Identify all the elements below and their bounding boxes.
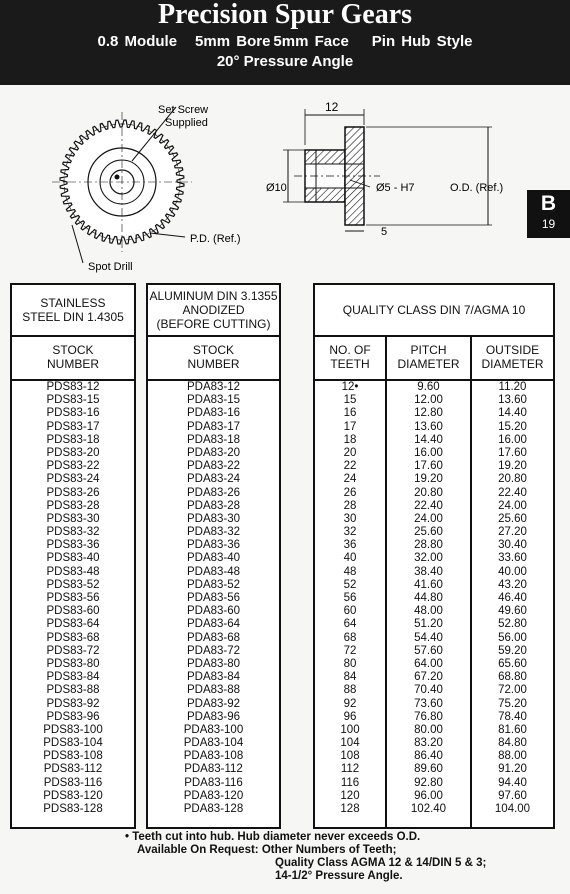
aluminum-stock-number: PDA83-64 bbox=[186, 618, 241, 631]
page-number: 19 bbox=[541, 217, 556, 231]
pitch-diameter: 92.80 bbox=[414, 776, 443, 789]
outside-diameter-header: OUTSIDE DIAMETER bbox=[481, 343, 544, 371]
teeth-count: 40 bbox=[343, 552, 357, 565]
module-spec: 0.8 Module bbox=[97, 33, 178, 50]
stainless-stock-number: PDS83-92 bbox=[46, 697, 100, 710]
hub-dia-dim: Ø10 bbox=[266, 182, 287, 194]
teeth-count: 100 bbox=[340, 723, 360, 736]
outside-diameter: 75.20 bbox=[498, 697, 527, 710]
aluminum-stock-number: PDA83-15 bbox=[186, 394, 241, 407]
outside-diameter: 52.80 bbox=[498, 618, 527, 631]
teeth-count: 92 bbox=[343, 697, 357, 710]
outside-diameter: 65.60 bbox=[498, 657, 527, 670]
aluminum-stock-number: PDA83-84 bbox=[186, 671, 241, 684]
teeth-count: 104 bbox=[340, 737, 360, 750]
stock-number-header: STOCK NUMBER bbox=[187, 343, 240, 371]
pitch-diameter: 20.80 bbox=[414, 486, 443, 499]
stainless-stock-column bbox=[12, 381, 134, 816]
stainless-stock-number: PDS83-104 bbox=[43, 737, 103, 750]
stainless-panel bbox=[10, 283, 136, 829]
outside-diameter: 46.40 bbox=[498, 592, 527, 604]
outside-diameter: 20.80 bbox=[498, 473, 527, 486]
stainless-stock-number: PDS83-15 bbox=[46, 394, 100, 407]
pitch-diameter: 48.00 bbox=[414, 605, 443, 618]
pitch-diameter: 25.60 bbox=[414, 526, 443, 539]
aluminum-stock-number: PDA83-24 bbox=[186, 473, 241, 486]
outside-diameter: 11.20 bbox=[498, 381, 527, 393]
stainless-stock-number: PDS83-120 bbox=[43, 789, 103, 802]
teeth-count: 26 bbox=[343, 486, 357, 499]
pitch-diameter: 9.60 bbox=[417, 381, 440, 393]
outside-diameter: 16.00 bbox=[498, 433, 527, 446]
teeth-count: 120 bbox=[340, 789, 360, 802]
outside-diameter: 59.20 bbox=[498, 644, 527, 657]
aluminum-stock-number: PDA83-100 bbox=[183, 723, 244, 736]
pitch-diameter: 19.20 bbox=[414, 473, 443, 486]
bore-dim: Ø5 - H7 bbox=[376, 182, 415, 194]
pitch-diameter: 14.40 bbox=[414, 433, 443, 446]
hub-length-dim: 5 bbox=[381, 226, 388, 238]
section-tab bbox=[527, 190, 570, 238]
aluminum-stock-number: PDA83-60 bbox=[186, 605, 241, 618]
stainless-stock-number: PDS83-72 bbox=[46, 644, 100, 657]
pitch-diameter: 54.40 bbox=[414, 631, 443, 644]
stainless-stock-number: PDS83-16 bbox=[46, 407, 100, 420]
outside-diameter: 19.20 bbox=[498, 460, 527, 473]
outside-diameter: 43.20 bbox=[498, 578, 527, 591]
teeth-count: 80 bbox=[343, 657, 357, 670]
pitch-diameter: 102.40 bbox=[410, 803, 447, 815]
outside-diameter: 49.60 bbox=[498, 605, 527, 618]
teeth-count: 56 bbox=[343, 592, 357, 604]
pitch-diameter: 70.40 bbox=[414, 684, 443, 697]
bore-spec: 5mm Bore bbox=[195, 33, 271, 50]
gear-diagram bbox=[0, 85, 570, 275]
pitch-diameter: 86.40 bbox=[414, 750, 443, 763]
stainless-stock-number: PDS83-40 bbox=[46, 552, 100, 565]
outside-diameter: 40.00 bbox=[498, 565, 527, 578]
outside-diameter: 17.60 bbox=[498, 446, 527, 459]
teeth-count: 96 bbox=[343, 710, 357, 723]
teeth-count: 36 bbox=[343, 539, 357, 552]
aluminum-stock-number: PDA83-18 bbox=[186, 433, 241, 446]
teeth-count: 17 bbox=[343, 420, 357, 433]
stainless-stock-number: PDS83-30 bbox=[46, 512, 100, 525]
outside-diameter: 104.00 bbox=[494, 803, 531, 815]
outside-diameter: 81.60 bbox=[498, 723, 527, 736]
stainless-stock-number: PDS83-12 bbox=[46, 381, 100, 393]
od-label: O.D. (Ref.) bbox=[450, 182, 504, 194]
gear-front-view bbox=[52, 112, 192, 252]
teeth-count: 64 bbox=[343, 618, 357, 631]
pitch-diameter-header: PITCH DIAMETER bbox=[397, 343, 460, 371]
aluminum-stock-number: PDA83-128 bbox=[183, 803, 244, 815]
aluminum-header: ALUMINUM DIN 3.1355 ANODIZED (BEFORE CUTTING) bbox=[148, 285, 279, 337]
aluminum-stock-number: PDA83-88 bbox=[186, 684, 241, 697]
outside-diameter: 84.80 bbox=[498, 737, 527, 750]
outside-diameter: 94.40 bbox=[498, 776, 527, 789]
aluminum-stock-number: PDA83-108 bbox=[183, 750, 244, 763]
aluminum-stock-number: PDA83-12 bbox=[186, 381, 241, 393]
stainless-stock-number: PDS83-96 bbox=[46, 710, 100, 723]
pitch-diameter: 32.00 bbox=[414, 552, 443, 565]
pitch-diameter: 64.00 bbox=[414, 657, 443, 670]
aluminum-stock-number: PDA83-112 bbox=[184, 763, 243, 776]
stainless-stock-number: PDS83-17 bbox=[46, 420, 100, 433]
stainless-stock-number: PDS83-128 bbox=[43, 803, 103, 815]
face-width-dim: 12 bbox=[325, 100, 339, 114]
aluminum-stock-number: PDA83-72 bbox=[186, 644, 241, 657]
pitch-diameter: 96.00 bbox=[414, 789, 443, 802]
pitch-diameter: 80.00 bbox=[414, 723, 443, 736]
stainless-stock-number: PDS83-32 bbox=[46, 526, 100, 539]
teeth-count: 12• bbox=[341, 381, 359, 393]
stainless-stock-number: PDS83-112 bbox=[43, 763, 103, 776]
footnote-quality: Quality Class AGMA 12 & 14/DIN 5 & 3; bbox=[275, 857, 487, 869]
aluminum-col-header bbox=[148, 335, 279, 381]
teeth-count: 28 bbox=[343, 499, 357, 512]
stainless-stock-number: PDS83-88 bbox=[46, 684, 100, 697]
aluminum-panel bbox=[146, 283, 281, 829]
pitch-diameter: 38.40 bbox=[414, 565, 443, 578]
stainless-stock-number: PDS83-116 bbox=[43, 776, 103, 789]
spec-line bbox=[0, 33, 570, 50]
teeth-count: 24 bbox=[343, 473, 357, 486]
teeth-count: 88 bbox=[343, 684, 357, 697]
stainless-stock-number: PDS83-48 bbox=[46, 565, 100, 578]
pressure-angle: 20° Pressure Angle bbox=[216, 53, 354, 70]
pitch-diameter: 12.80 bbox=[414, 407, 443, 420]
stainless-stock-number: PDS83-56 bbox=[46, 592, 100, 604]
outside-diameter: 15.20 bbox=[498, 420, 527, 433]
teeth-count: 128 bbox=[340, 803, 360, 815]
aluminum-stock-number: PDA83-80 bbox=[186, 657, 241, 670]
gear-side-view bbox=[294, 127, 380, 225]
aluminum-stock-number: PDA83-30 bbox=[186, 512, 241, 525]
stainless-col-header bbox=[12, 335, 134, 381]
header-banner bbox=[0, 0, 570, 85]
aluminum-stock-number: PDA83-17 bbox=[186, 420, 241, 433]
outside-diameter-column bbox=[472, 381, 553, 816]
set-screw-label: Set Screw bbox=[158, 104, 209, 116]
stainless-stock-number: PDS83-52 bbox=[46, 578, 100, 591]
stainless-header: STAINLESS STEEL DIN 1.4305 bbox=[12, 285, 134, 337]
outside-diameter: 25.60 bbox=[498, 512, 527, 525]
stainless-stock-number: PDS83-80 bbox=[46, 657, 100, 670]
aluminum-stock-number: PDA83-36 bbox=[186, 539, 241, 552]
teeth-count: 18 bbox=[343, 433, 357, 446]
teeth-count: 32 bbox=[343, 526, 357, 539]
footnote-pressure: 14-1/2° Pressure Angle. bbox=[275, 870, 403, 882]
teeth-count: 15 bbox=[343, 394, 357, 407]
aluminum-stock-number: PDA83-120 bbox=[183, 789, 244, 802]
pitch-diameter-column bbox=[387, 381, 470, 816]
stainless-stock-number: PDS83-68 bbox=[46, 631, 100, 644]
aluminum-stock-number: PDA83-32 bbox=[186, 526, 241, 539]
teeth-count: 16 bbox=[343, 407, 357, 420]
outside-diameter: 33.60 bbox=[498, 552, 527, 565]
stainless-stock-number: PDS83-24 bbox=[46, 473, 100, 486]
teeth-count: 48 bbox=[343, 565, 357, 578]
outside-diameter: 97.60 bbox=[498, 789, 527, 802]
aluminum-stock-column bbox=[148, 381, 279, 816]
teeth-column bbox=[315, 381, 385, 816]
footnote bbox=[125, 831, 486, 883]
teeth-count: 108 bbox=[340, 750, 360, 763]
pitch-diameter: 16.00 bbox=[414, 446, 443, 459]
aluminum-stock-number: PDA83-20 bbox=[186, 446, 241, 459]
outside-diameter: 88.00 bbox=[498, 750, 527, 763]
quality-col-header bbox=[315, 335, 553, 381]
footnote-hub: • Teeth cut into hub. Hub diameter never exceeds O.D. bbox=[125, 831, 421, 843]
stainless-stock-number: PDS83-36 bbox=[46, 539, 100, 552]
pitch-diameter: 24.00 bbox=[414, 512, 443, 525]
aluminum-stock-number: PDA83-68 bbox=[186, 631, 241, 644]
pitch-diameter: 89.60 bbox=[414, 763, 443, 776]
teeth-count: 72 bbox=[343, 644, 357, 657]
hub-style-spec: Pin Hub Style bbox=[371, 33, 473, 50]
aluminum-stock-number: PDA83-28 bbox=[186, 499, 241, 512]
outside-diameter: 14.40 bbox=[498, 407, 527, 420]
outside-diameter: 72.00 bbox=[498, 684, 527, 697]
pd-label: P.D. (Ref.) bbox=[190, 233, 241, 245]
outside-diameter: 13.60 bbox=[498, 394, 527, 407]
teeth-count: 68 bbox=[343, 631, 357, 644]
aluminum-stock-number: PDA83-26 bbox=[186, 486, 241, 499]
aluminum-stock-number: PDA83-104 bbox=[183, 737, 244, 750]
pitch-diameter: 13.60 bbox=[414, 420, 443, 433]
outside-diameter: 24.00 bbox=[498, 499, 527, 512]
aluminum-stock-number: PDA83-22 bbox=[186, 460, 241, 473]
outside-diameter: 27.20 bbox=[498, 526, 527, 539]
stock-number-header: STOCK NUMBER bbox=[46, 343, 99, 371]
teeth-count: 116 bbox=[340, 776, 360, 789]
spot-drill-mark bbox=[115, 175, 120, 180]
stainless-stock-number: PDS83-28 bbox=[46, 499, 100, 512]
aluminum-stock-number: PDA83-16 bbox=[186, 407, 241, 420]
footnote-request: Available On Request: Other Numbers of Teeth; bbox=[137, 844, 397, 856]
pitch-diameter: 76.80 bbox=[414, 710, 443, 723]
teeth-count: 20 bbox=[343, 446, 357, 459]
stainless-stock-number: PDS83-22 bbox=[46, 460, 100, 473]
outside-diameter: 22.40 bbox=[498, 486, 527, 499]
outside-diameter: 56.00 bbox=[498, 631, 527, 644]
pitch-diameter: 51.20 bbox=[414, 618, 443, 631]
pitch-diameter: 44.80 bbox=[414, 592, 443, 604]
pitch-diameter: 28.80 bbox=[414, 539, 443, 552]
aluminum-stock-number: PDA83-48 bbox=[186, 565, 241, 578]
pitch-diameter: 73.60 bbox=[414, 697, 443, 710]
stainless-stock-number: PDS83-18 bbox=[46, 433, 100, 446]
aluminum-stock-number: PDA83-52 bbox=[186, 578, 241, 591]
stainless-stock-number: PDS83-64 bbox=[46, 618, 100, 631]
spot-drill-label: Spot Drill bbox=[88, 261, 133, 273]
aluminum-stock-number: PDA83-116 bbox=[184, 776, 243, 789]
teeth-count: 84 bbox=[343, 671, 357, 684]
outside-diameter: 68.80 bbox=[498, 671, 527, 684]
teeth-count: 112 bbox=[340, 763, 360, 776]
section-letter: B bbox=[540, 192, 557, 215]
stainless-stock-number: PDS83-60 bbox=[46, 605, 100, 618]
quality-panel bbox=[313, 283, 555, 829]
aluminum-stock-number: PDA83-56 bbox=[186, 592, 241, 604]
stainless-stock-number: PDS83-84 bbox=[46, 671, 100, 684]
aluminum-stock-number: PDA83-96 bbox=[186, 710, 241, 723]
pitch-diameter: 67.20 bbox=[414, 671, 443, 684]
supplied-label: Supplied bbox=[165, 117, 208, 129]
pitch-diameter: 12.00 bbox=[414, 394, 443, 407]
page-title: Precision Spur Gears bbox=[157, 0, 413, 30]
outside-diameter: 30.40 bbox=[498, 539, 527, 552]
face-spec: 5mm Face bbox=[273, 33, 349, 50]
stainless-stock-number: PDS83-26 bbox=[46, 486, 100, 499]
quality-header: QUALITY CLASS DIN 7/AGMA 10 bbox=[315, 285, 553, 337]
outside-diameter: 78.40 bbox=[498, 710, 527, 723]
teeth-count: 22 bbox=[343, 460, 357, 473]
pitch-diameter: 22.40 bbox=[414, 499, 443, 512]
teeth-count: 30 bbox=[343, 512, 357, 525]
teeth-header: NO. OF TEETH bbox=[329, 343, 371, 371]
pitch-diameter: 17.60 bbox=[414, 460, 443, 473]
stainless-stock-number: PDS83-108 bbox=[43, 750, 103, 763]
aluminum-stock-number: PDA83-40 bbox=[186, 552, 241, 565]
pitch-diameter: 41.60 bbox=[414, 578, 443, 591]
pitch-diameter: 57.60 bbox=[414, 644, 443, 657]
aluminum-stock-number: PDA83-92 bbox=[186, 697, 241, 710]
teeth-count: 52 bbox=[343, 578, 357, 591]
stainless-stock-number: PDS83-100 bbox=[43, 723, 103, 736]
pitch-diameter: 83.20 bbox=[414, 737, 443, 750]
teeth-count: 60 bbox=[343, 605, 357, 618]
outside-diameter: 91.20 bbox=[498, 763, 527, 776]
stainless-stock-number: PDS83-20 bbox=[46, 446, 100, 459]
